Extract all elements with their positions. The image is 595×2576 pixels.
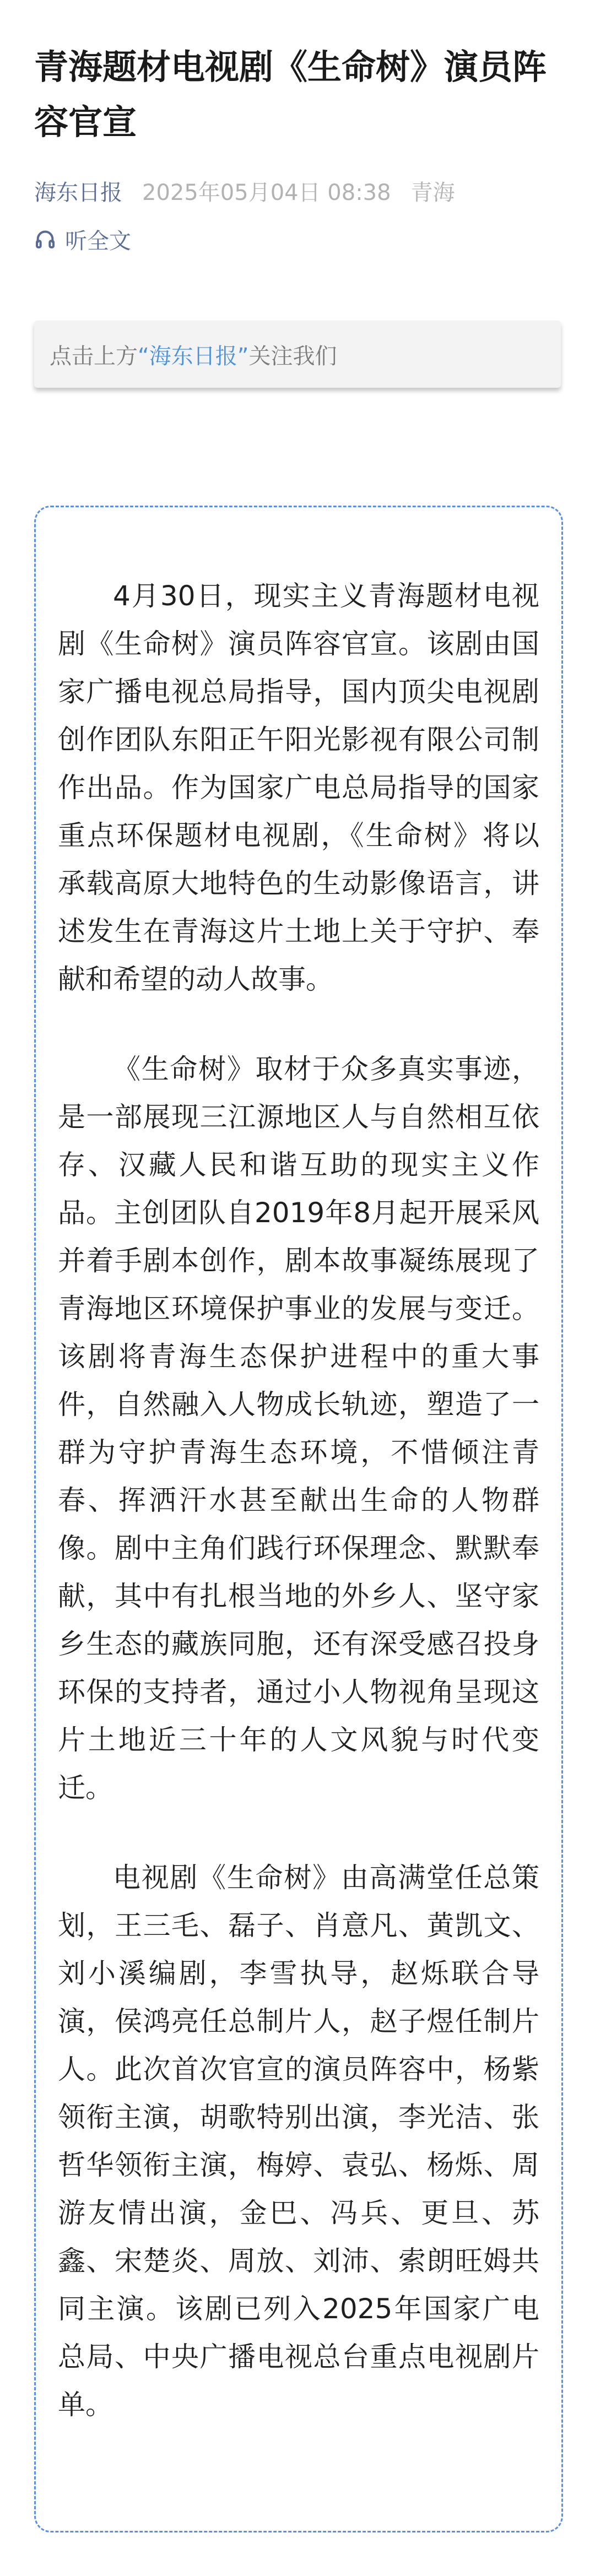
listen-label: 听全文 <box>65 228 131 254</box>
paragraph-story: 《生命树》取材于众多真实事迹，是一部展现三江源地区人与自然相互依存、汉藏人民和谐互助的现实主义作品。主创团队自2019年8月起开展采风并着手剧本创作，剧本故事凝练展现了青海地区环境保护事业的发展与变迁。该剧将青海生态保护进程中的重大事件，自然融入人物成长轨迹，塑造了一群为守护青海生态环境，不惜倾注青春、挥洒汗水甚至献出生命的人物群像。剧中主角们践行环保理念、默默奉献，其中有扎根当地的外乡人、坚守家乡生态的藏族同胞，还有深受感召投身环保的支持者，通过小人物视角呈现这片土地近三十年的人文风貌与时代变迁。 <box>58 1053 539 1804</box>
source-account-link[interactable]: 海东日报 <box>34 180 122 205</box>
paragraph-announcement: 4月30日，现实主义青海题材电视剧《生命树》演员阵容官宣。该剧由国家广播电视总局指导，国内顶尖电视剧创作团队东阳正午阳光影视有限公司制作出品。作为国家广电总局指导的国家重点环保题材电视剧，《生命树》将以承载高原大地特色的生动影像语言，讲述发生在青海这片土地上关于守护、奉献和希望的动人故事。 <box>58 580 539 995</box>
banner-suffix: 关注我们 <box>248 343 337 369</box>
article-content-box <box>34 506 563 2532</box>
article-title: 青海题材电视剧《生命树》演员阵容官宣 <box>34 47 547 142</box>
follow-banner[interactable] <box>34 321 561 388</box>
listen-full-text-button[interactable] <box>34 223 131 256</box>
publish-datetime: 2025年05月04日 08:38 <box>142 180 391 205</box>
paragraph-cast: 电视剧《生命树》由高满堂任总策划，王三毛、磊子、肖意凡、黄凯文、刘小溪编剧，李雪执导，赵烁联合导演，侯鸿亮任总制片人，赵子煜任制片人。此次首次官宣的演员阵容中，杨紫领衔主演，胡歌特别出演，李光洁、张哲华领衔主演，梅婷、袁弘、杨烁、周游友情出演，金巴、冯兵、更旦、苏鑫、宋楚炎、周放、刘沛、索朗旺姆共同主演。该剧已列入2025年国家广电总局、中央广播电视总台重点电视剧片单。 <box>58 1862 539 2421</box>
headphones-icon <box>34 228 56 250</box>
article-meta <box>34 174 455 207</box>
banner-account-link[interactable]: “海东日报” <box>138 343 249 369</box>
banner-prefix: 点击上方 <box>50 343 138 369</box>
publish-location: 青海 <box>410 180 455 205</box>
